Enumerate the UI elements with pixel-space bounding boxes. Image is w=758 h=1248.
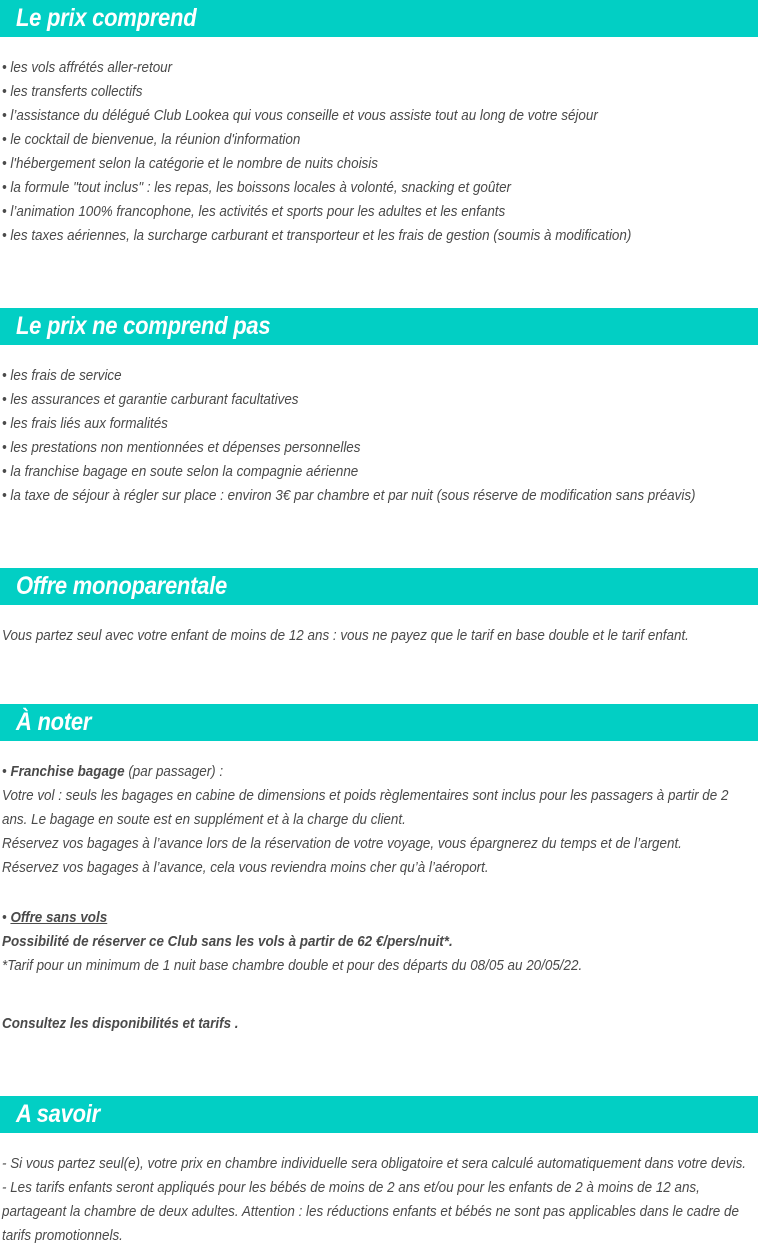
section-header-offre-monoparentale bbox=[0, 568, 758, 605]
baggage-paragraph: Réservez vos bagages à l’avance, cela vous reviendra moins cher qu’à l’aéroport. bbox=[2, 860, 489, 876]
availability-link[interactable]: Consultez les disponibilités et tarifs . bbox=[2, 1016, 239, 1032]
section-title: Offre monoparentale bbox=[16, 572, 227, 600]
section-title: Le prix ne comprend pas bbox=[16, 312, 271, 340]
baggage-paragraph: Votre vol : seuls les bagages en cabine de dimensions et poids règlementaires sont inclus pour les passagers à partir de 2 ans. Le bagage en soute est en supplément et à la charge du client. bbox=[2, 788, 729, 828]
list-item: • l'hébergement selon la catégorie et le nombre de nuits choisis bbox=[2, 156, 378, 172]
list-item: • les taxes aériennes, la surcharge carburant et transporteur et les frais de gestion (soumis à modification) bbox=[2, 228, 632, 244]
section-body-offre-monoparentale bbox=[0, 605, 758, 648]
offre-sans-vols-link[interactable]: Offre sans vols bbox=[10, 910, 108, 926]
list-item: • les frais liés aux formalités bbox=[2, 416, 168, 432]
section-body-a-noter bbox=[0, 741, 758, 1036]
paragraph-gap bbox=[2, 978, 750, 1012]
section-body-a-savoir bbox=[0, 1133, 758, 1248]
list-item: • l’assistance du délégué Club Lookea qui vous conseille et vous assiste tout au long de votre séjour bbox=[2, 108, 598, 124]
section-header-le-prix-comprend bbox=[0, 0, 758, 37]
list-item: • les prestations non mentionnées et dépenses personnelles bbox=[2, 440, 361, 456]
info-paragraph: - Si vous partez seul(e), votre prix en chambre individuelle sera obligatoire et sera calculé automatiquement dans votre devis. bbox=[2, 1156, 747, 1172]
no-flights-heading bbox=[2, 906, 690, 930]
list-item: • la taxe de séjour à régler sur place : environ 3€ par chambre et par nuit (sous réserve de modification sans préavis) bbox=[2, 488, 696, 504]
section-header-a-savoir bbox=[0, 1096, 758, 1133]
section-title: À noter bbox=[16, 708, 92, 736]
list-item: • le cocktail de bienvenue, la réunion d'information bbox=[2, 132, 301, 148]
info-paragraph: - Les tarifs enfants seront appliqués pour les bébés de moins de 2 ans et/ou pour les enfants de 2 à moins de 12 ans, partageant la chambre de deux adultes. Attention : les réductions enfants et bébés ne sont pas applicables dans le cadre de tarifs promotionnels. bbox=[2, 1180, 739, 1244]
section-gap bbox=[0, 508, 758, 568]
list-item: • les transferts collectifs bbox=[2, 84, 143, 100]
baggage-paragraph: Réservez vos bagages à l’avance lors de la réservation de votre voyage, vous épargnerez du temps et de l’argent. bbox=[2, 836, 682, 852]
list-item: • la franchise bagage en soute selon la compagnie aérienne bbox=[2, 464, 359, 480]
offer-paragraph: Vous partez seul avec votre enfant de moins de 12 ans : vous ne payez que le tarif en base double et le tarif enfant. bbox=[2, 628, 689, 644]
baggage-label: Franchise bagage bbox=[10, 764, 125, 780]
section-gap bbox=[0, 1036, 758, 1096]
bullet-marker: • bbox=[2, 910, 11, 926]
section-body-le-prix-ne-comprend-pas bbox=[0, 345, 758, 508]
section-header-a-noter bbox=[0, 704, 758, 741]
section-gap bbox=[0, 248, 758, 308]
list-item: • les vols affrétés aller-retour bbox=[2, 60, 173, 76]
section-body-le-prix-comprend bbox=[0, 37, 758, 248]
list-item: • les frais de service bbox=[2, 368, 122, 384]
section-title: Le prix comprend bbox=[16, 4, 197, 32]
no-flights-price: Possibilité de réserver ce Club sans les vols à partir de 62 €/pers/nuit*. bbox=[2, 934, 453, 950]
section-header-le-prix-ne-comprend-pas bbox=[0, 308, 758, 345]
no-flights-footnote: *Tarif pour un minimum de 1 nuit base chambre double et pour des départs du 08/05 au 20/05/22. bbox=[2, 958, 583, 974]
paragraph-gap bbox=[2, 880, 750, 906]
baggage-heading bbox=[2, 760, 690, 784]
section-title: A savoir bbox=[16, 1100, 100, 1128]
bullet-marker: • bbox=[2, 764, 11, 780]
baggage-label-suffix: (par passager) : bbox=[124, 764, 224, 780]
list-item: • l’animation 100% francophone, les activités et sports pour les adultes et les enfants bbox=[2, 204, 506, 220]
section-gap bbox=[0, 648, 758, 704]
list-item: • les assurances et garantie carburant facultatives bbox=[2, 392, 299, 408]
list-item: • la formule "tout inclus" : les repas, les boissons locales à volonté, snacking et goûter bbox=[2, 180, 512, 196]
